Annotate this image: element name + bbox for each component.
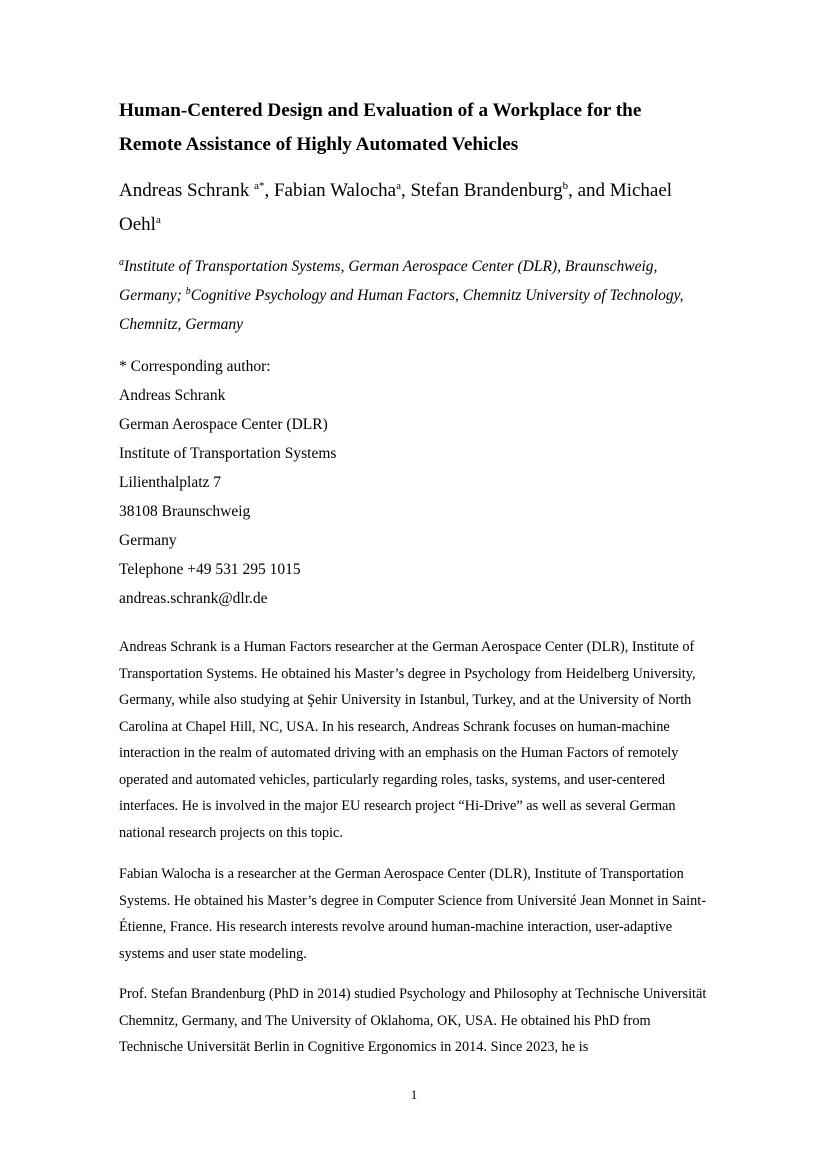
corresponding-name: Andreas Schrank xyxy=(119,387,226,404)
author-affiliation-mark: a* xyxy=(254,180,265,192)
author-affiliation-mark: a xyxy=(396,180,401,192)
page-number: 1 xyxy=(410,1087,418,1102)
author-affiliation-mark: b xyxy=(562,180,569,192)
corresponding-organization: German Aerospace Center (DLR) xyxy=(119,416,328,433)
corresponding-author-block xyxy=(119,352,711,613)
corresponding-email[interactable]: andreas.schrank@dlr.de xyxy=(119,590,268,607)
author-separator: , xyxy=(264,180,274,201)
corresponding-country: Germany xyxy=(119,532,177,549)
author-separator: , xyxy=(400,180,411,201)
author-name: Stefan Brandenburg xyxy=(410,180,563,201)
corresponding-telephone: Telephone +49 531 295 1015 xyxy=(119,561,301,578)
affiliation-text: Institute of Transportation Systems, German Aerospace Center (DLR), Braunschweig, Germany; xyxy=(119,258,658,304)
author-list xyxy=(119,174,711,242)
author-name: Michael Oehl xyxy=(119,180,673,235)
author-name: Fabian Walocha xyxy=(273,180,397,201)
title-line-2: Remote Assistance of Highly Automated Vehicles xyxy=(119,134,519,155)
author-affiliation-mark: a xyxy=(155,214,161,226)
affiliations xyxy=(119,252,711,339)
bio-paragraph-walocha: Fabian Walocha is a researcher at the German Aerospace Center (DLR), Institute of Transportation Systems. He obtained his Master’s degree in Computer Science from Université Jean Monnet in Saint-Étienne, France. His research interests revolve around human-machine interaction, user-adaptive systems and user state modeling. xyxy=(119,866,706,962)
author-separator: , and xyxy=(568,180,610,201)
bio-paragraph-brandenburg: Prof. Stefan Brandenburg (PhD in 2014) studied Psychology and Philosophy at Technische Universität Chemnitz, Germany, and The University of Oklahoma, OK, USA. He obtained his PhD from Technische Universität Berlin in Cognitive Ergonomics in 2014. Since 2023, he is xyxy=(119,986,707,1055)
corresponding-street: Lilienthalplatz 7 xyxy=(119,474,222,491)
affiliation-text: Cognitive Psychology and Human Factors, Chemnitz University of Technology, Chemnitz, Germany xyxy=(119,287,684,333)
corresponding-city: 38108 Braunschweig xyxy=(119,503,251,520)
title-line-1: Human-Centered Design and Evaluation of a Workplace for the xyxy=(119,100,642,121)
page-content xyxy=(119,94,711,1061)
affiliation-mark: b xyxy=(185,286,191,297)
corresponding-institute: Institute of Transportation Systems xyxy=(119,445,337,462)
corresponding-label: * Corresponding author: xyxy=(119,358,271,375)
paper-title xyxy=(119,94,711,162)
author-name: Andreas Schrank xyxy=(119,180,250,201)
affiliation-mark: a xyxy=(119,257,124,268)
bio-paragraph-schrank: Andreas Schrank is a Human Factors researcher at the German Aerospace Center (DLR), Institute of Transportation Systems. He obtained his Master’s degree in Psychology from Heidelberg University, Germany, while also studying at Şehir University in Istanbul, Turkey, and at the University of North Carolina at Chapel Hill, NC, USA. In his research, Andreas Schrank focuses on human-machine interaction in the realm of automated driving with an emphasis on the Human Factors of remotely operated and automated vehicles, particularly regarding roles, tasks, systems, and user-centered interfaces. He is involved in the major EU research project “Hi-Drive” as well as several German national research projects on this topic. xyxy=(119,639,696,841)
